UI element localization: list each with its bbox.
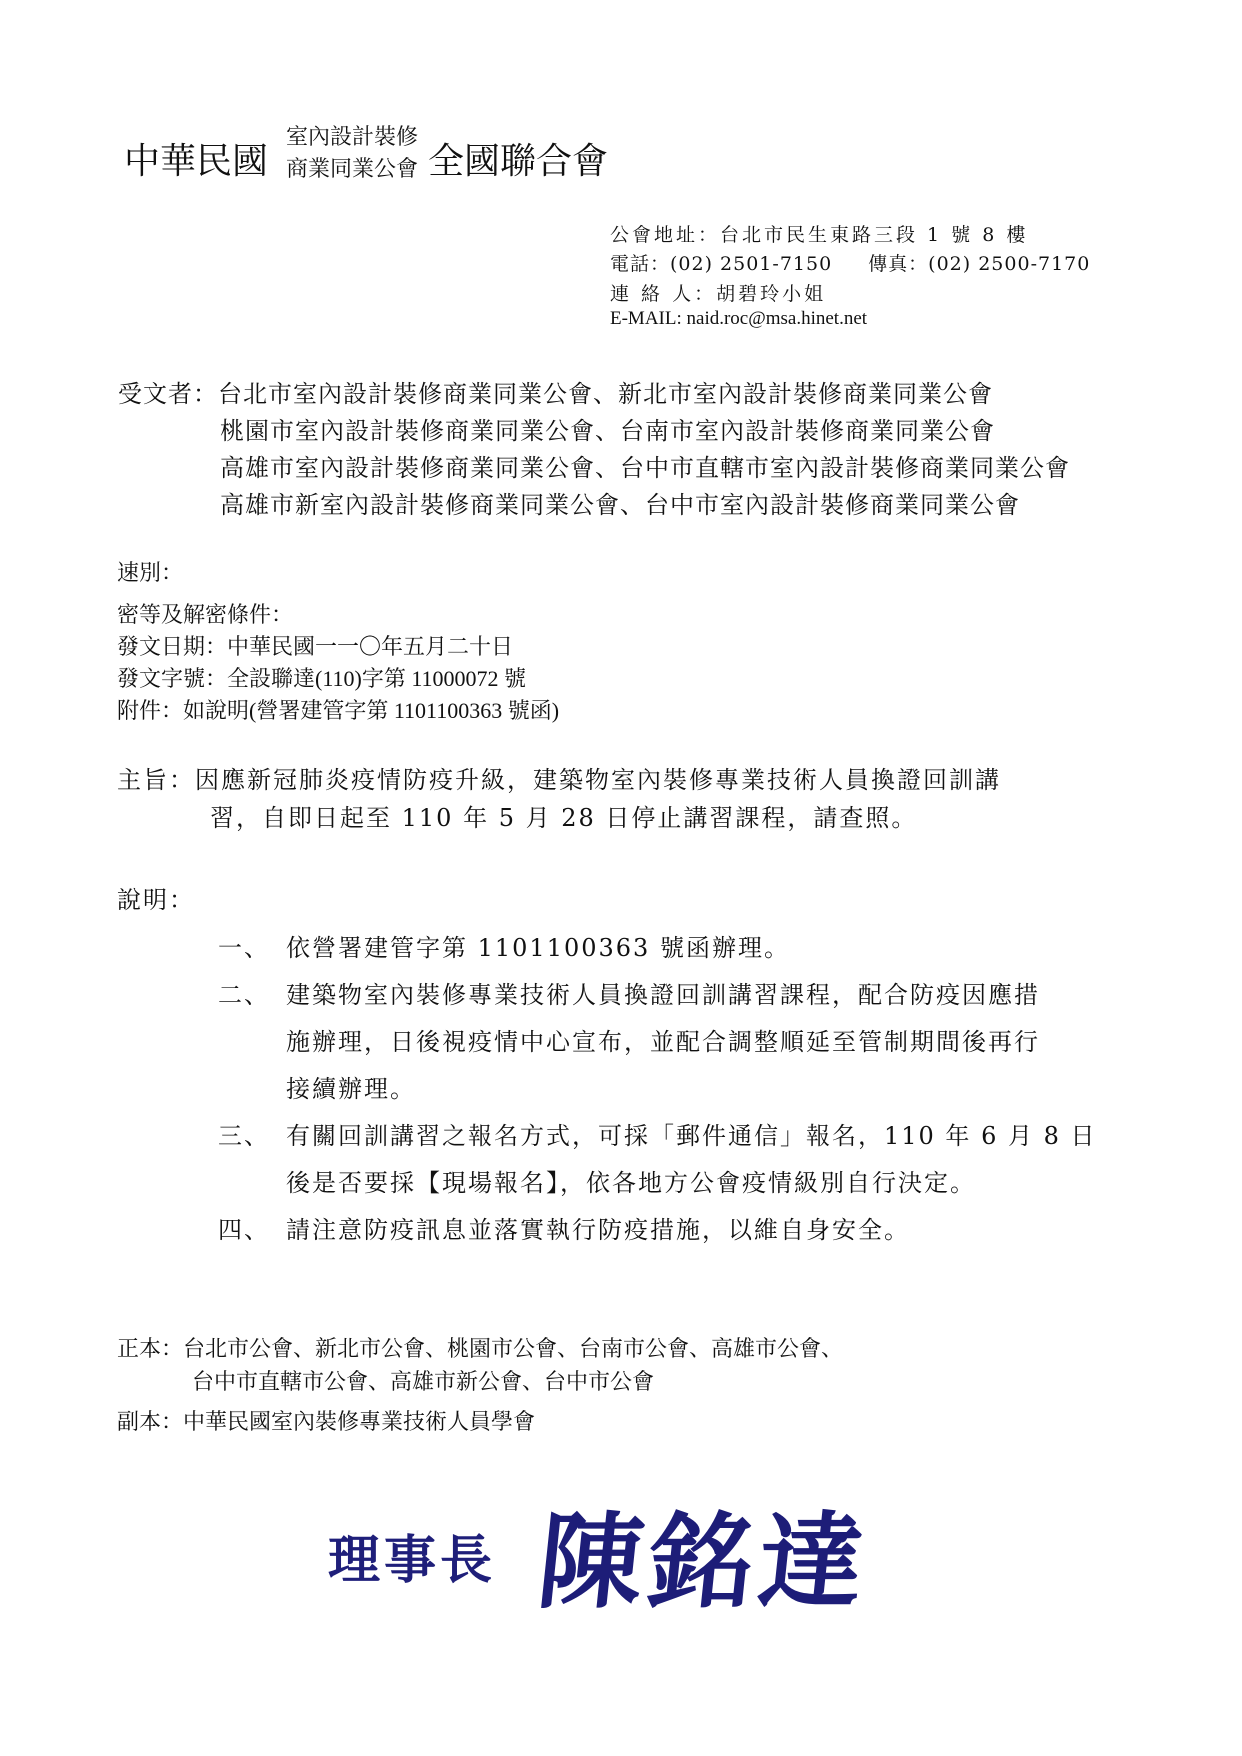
subject-line: 主旨：因應新冠肺炎疫情防疫升級，建築物室內裝修專業技術人員換證回訓講 bbox=[117, 766, 1001, 794]
secrecy-field: 密等及解密條件： bbox=[117, 602, 294, 627]
org-name-prefix: 中華民國 bbox=[124, 141, 269, 182]
original-copy-line: 台中市直轄市公會、高雄市新公會、台中市公會 bbox=[192, 1369, 655, 1394]
item-number: 三、 bbox=[218, 1122, 270, 1150]
item-text: 有關回訓講習之報名方式，可採「郵件通信」報名，110 年 6 月 8 日 bbox=[286, 1122, 1097, 1150]
contact-email: E-MAIL: naid.roc@msa.hinet.net bbox=[610, 308, 868, 329]
contact-address: 公會地址：台北市民生東路三段 1 號 8 樓 bbox=[610, 224, 1029, 246]
item-number: 四、 bbox=[218, 1216, 270, 1244]
signature-name: 陳銘達 bbox=[532, 1500, 876, 1623]
org-name-mid-line1: 室內設計裝修 bbox=[286, 125, 419, 150]
item-text: 施辦理，日後視疫情中心宣布，並配合調整順延至管制期間後再行 bbox=[286, 1028, 1040, 1056]
item-text: 建築物室內裝修專業技術人員換證回訓講習課程，配合防疫因應措 bbox=[286, 981, 1040, 1009]
contact-person: 連 絡 人：胡碧玲小姐 bbox=[610, 283, 827, 305]
recipients-line: 受文者：台北市室內設計裝修商業同業公會、新北市室內設計裝修商業同業公會 bbox=[118, 380, 993, 408]
recipients-line: 桃園市室內設計裝修商業同業公會、台南市室內設計裝修商業同業公會 bbox=[220, 417, 995, 445]
org-name-suffix: 全國聯合會 bbox=[428, 141, 609, 182]
contact-fax: 傳真：(02) 2500-7170 bbox=[868, 253, 1091, 275]
item-text: 接續辦理。 bbox=[286, 1075, 416, 1103]
item-text: 後是否要採【現場報名】，依各地方公會疫情級別自行決定。 bbox=[286, 1169, 976, 1197]
item-number: 二、 bbox=[218, 981, 270, 1009]
attachment-field: 附件：如說明(營署建管字第 1101100363 號函) bbox=[117, 698, 560, 723]
org-name-mid-line2: 商業同業公會 bbox=[286, 157, 419, 182]
recipients-line: 高雄市新室內設計裝修商業同業公會、台中市室內設計裝修商業同業公會 bbox=[220, 491, 1020, 519]
signature-title: 理事長 bbox=[328, 1530, 497, 1591]
contact-phone-fax bbox=[610, 249, 1090, 276]
contact-phone: 電話：(02) 2501-7150 bbox=[610, 253, 833, 275]
subject-line: 習，自即日起至 110 年 5 月 28 日停止講習課程，請查照。 bbox=[210, 804, 918, 832]
item-text: 依營署建管字第 1101100363 號函辦理。 bbox=[286, 934, 790, 962]
recipients-line: 高雄市室內設計裝修商業同業公會、台中市直轄市室內設計裝修商業同業公會 bbox=[220, 454, 1070, 482]
issue-date: 發文日期：中華民國一一〇年五月二十日 bbox=[117, 634, 514, 659]
speed-field: 速別： bbox=[117, 560, 184, 585]
original-copy-line: 正本：台北市公會、新北市公會、桃園市公會、台南市公會、高雄市公會、 bbox=[117, 1336, 844, 1361]
carbon-copy-line: 副本：中華民國室內裝修專業技術人員學會 bbox=[117, 1409, 536, 1434]
explanation-title: 說明： bbox=[117, 886, 195, 914]
item-text: 請注意防疫訊息並落實執行防疫措施，以維自身安全。 bbox=[286, 1216, 910, 1244]
item-number: 一、 bbox=[218, 934, 270, 962]
issue-number: 發文字號：全設聯達(110)字第 11000072 號 bbox=[117, 666, 527, 691]
